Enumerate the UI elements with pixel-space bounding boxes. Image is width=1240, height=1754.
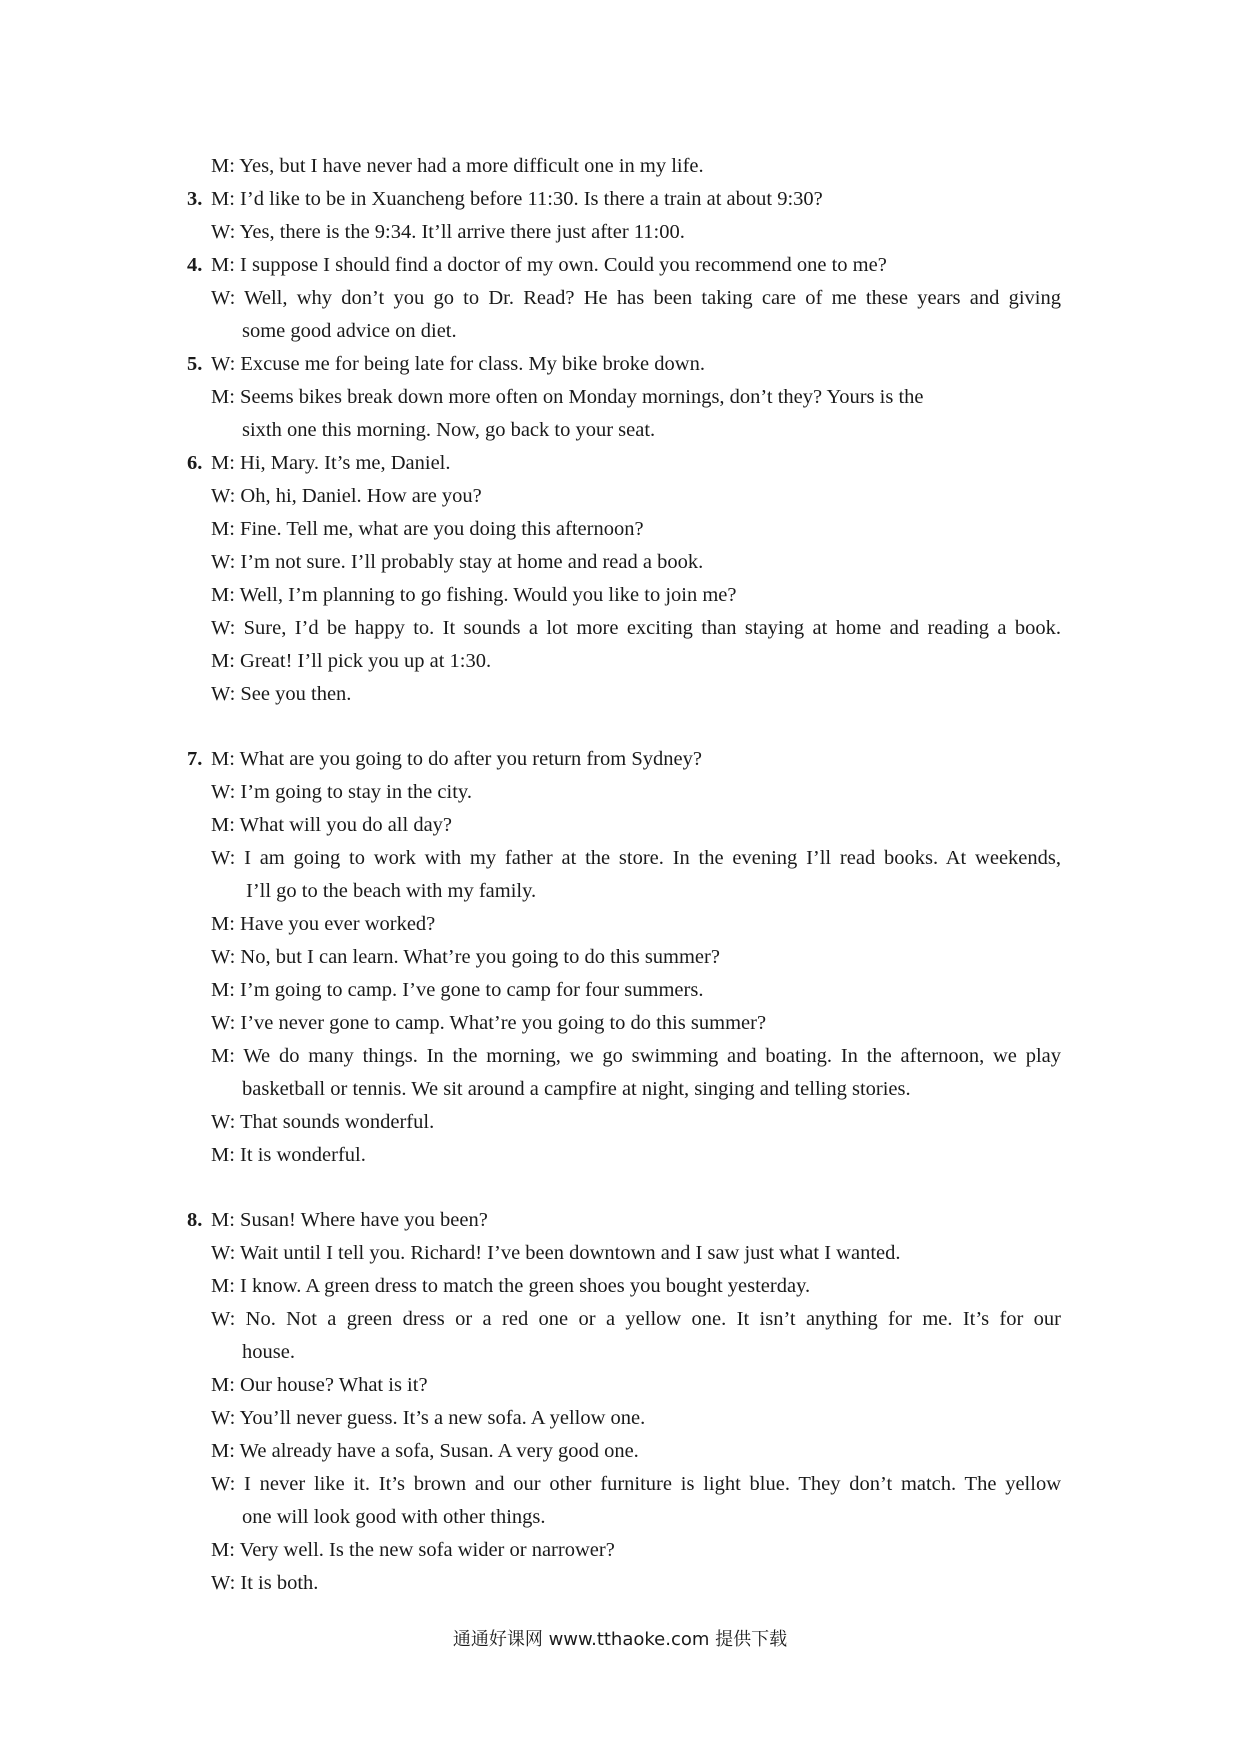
line-text: M: Great! I’ll pick you up at 1:30. xyxy=(211,650,492,672)
dialogue-line xyxy=(0,315,1240,348)
dialogue-line xyxy=(0,1106,1240,1139)
dialogue-line xyxy=(0,743,1240,776)
dialogue-line xyxy=(0,513,1240,546)
dialogue-line xyxy=(0,1303,1240,1336)
line-text: M: Susan! Where have you been? xyxy=(211,1209,488,1231)
item-number: 6. xyxy=(187,452,203,474)
line-text: I’ll go to the beach with my family. xyxy=(246,880,537,902)
dialogue-line xyxy=(0,1468,1240,1501)
dialogue-line xyxy=(0,612,1240,645)
dialogue-line xyxy=(0,809,1240,842)
line-text: W: Well, why don’t you go to Dr. Read? He has been taking care of me these years and giving xyxy=(211,287,1061,309)
dialogue-line xyxy=(0,1270,1240,1303)
line-text: W: I am going to work with my father at the store. In the evening I’ll read books. At weekends, xyxy=(211,847,1061,869)
line-text: some good advice on diet. xyxy=(242,320,457,342)
line-text: W: See you then. xyxy=(211,683,352,705)
dialogue-line xyxy=(0,974,1240,1007)
dialogue-line xyxy=(0,414,1240,447)
line-text: W: I never like it. It’s brown and our other furniture is light blue. They don’t match. The yellow xyxy=(211,1473,1061,1495)
dialogue-line xyxy=(0,1237,1240,1270)
line-text: M: I know. A green dress to match the green shoes you bought yesterday. xyxy=(211,1275,811,1297)
dialogue-line xyxy=(0,1435,1240,1468)
line-text: M: We already have a sofa, Susan. A very good one. xyxy=(211,1440,639,1462)
document-body xyxy=(0,150,1240,1600)
line-text: M: It is wonderful. xyxy=(211,1144,366,1166)
dialogue-line xyxy=(0,249,1240,282)
line-text: basketball or tennis. We sit around a campfire at night, singing and telling stories. xyxy=(242,1078,911,1100)
dialogue-line xyxy=(0,480,1240,513)
dialogue-line xyxy=(0,1534,1240,1567)
dialogue-line xyxy=(0,1369,1240,1402)
line-text: W: No, but I can learn. What’re you going to do this summer? xyxy=(211,946,720,968)
item-number: 4. xyxy=(187,254,203,276)
item-number: 8. xyxy=(187,1209,203,1231)
blank-line xyxy=(0,711,1240,743)
line-text: M: Fine. Tell me, what are you doing this afternoon? xyxy=(211,518,644,540)
dialogue-line xyxy=(0,381,1240,414)
line-text: sixth one this morning. Now, go back to your seat. xyxy=(242,419,656,441)
dialogue-line xyxy=(0,941,1240,974)
dialogue-line xyxy=(0,908,1240,941)
line-text: M: What are you going to do after you return from Sydney? xyxy=(211,748,702,770)
dialogue-line xyxy=(0,875,1240,908)
item-number: 7. xyxy=(187,748,203,770)
line-text: W: I’m not sure. I’ll probably stay at home and read a book. xyxy=(211,551,704,573)
dialogue-line xyxy=(0,1501,1240,1534)
line-text: M: Well, I’m planning to go fishing. Would you like to join me? xyxy=(211,584,737,606)
line-text: M: Hi, Mary. It’s me, Daniel. xyxy=(211,452,451,474)
dialogue-line xyxy=(0,1204,1240,1237)
dialogue-line xyxy=(0,1139,1240,1172)
dialogue-line xyxy=(0,348,1240,381)
item-number: 3. xyxy=(187,188,203,210)
dialogue-line xyxy=(0,1402,1240,1435)
line-text: M: I suppose I should find a doctor of my own. Could you recommend one to me? xyxy=(211,254,887,276)
dialogue-line xyxy=(0,546,1240,579)
line-text: M: What will you do all day? xyxy=(211,814,453,836)
line-text: house. xyxy=(242,1341,295,1363)
line-text: one will look good with other things. xyxy=(242,1506,546,1528)
line-text: W: I’m going to stay in the city. xyxy=(211,781,472,803)
line-text: M: We do many things. In the morning, we go swimming and boating. In the afternoon, we play xyxy=(211,1045,1061,1067)
line-text: M: I’d like to be in Xuancheng before 11:30. Is there a train at about 9:30? xyxy=(211,188,823,210)
line-text: W: That sounds wonderful. xyxy=(211,1111,435,1133)
dialogue-line xyxy=(0,1336,1240,1369)
dialogue-line xyxy=(0,645,1240,678)
dialogue-line xyxy=(0,1007,1240,1040)
line-text: M: Seems bikes break down more often on Monday mornings, don’t they? Yours is the xyxy=(211,386,924,408)
dialogue-line xyxy=(0,842,1240,875)
dialogue-line xyxy=(0,1073,1240,1106)
line-text: W: No. Not a green dress or a red one or a yellow one. It isn’t anything for me. It’s for our xyxy=(211,1308,1061,1330)
dialogue-line xyxy=(0,776,1240,809)
dialogue-line xyxy=(0,1567,1240,1600)
dialogue-line xyxy=(0,216,1240,249)
line-text: W: Sure, I’d be happy to. It sounds a lot more exciting than staying at home and reading a book. xyxy=(211,617,1061,639)
line-text: W: It is both. xyxy=(211,1572,319,1594)
line-text: W: Excuse me for being late for class. My bike broke down. xyxy=(211,353,705,375)
line-text: M: Yes, but I have never had a more difficult one in my life. xyxy=(211,155,704,177)
line-text: M: Very well. Is the new sofa wider or narrower? xyxy=(211,1539,615,1561)
line-text: W: Yes, there is the 9:34. It’ll arrive there just after 11:00. xyxy=(211,221,685,243)
dialogue-line xyxy=(0,447,1240,480)
page-footer: 通通好课网 www.tthaoke.com 提供下载 xyxy=(452,1629,788,1650)
line-text: M: Our house? What is it? xyxy=(211,1374,428,1396)
line-text: W: Wait until I tell you. Richard! I’ve been downtown and I saw just what I wanted. xyxy=(211,1242,901,1264)
dialogue-line xyxy=(0,183,1240,216)
dialogue-line xyxy=(0,678,1240,711)
line-text: M: I’m going to camp. I’ve gone to camp for four summers. xyxy=(211,979,704,1001)
dialogue-line xyxy=(0,1040,1240,1073)
dialogue-line xyxy=(0,150,1240,183)
line-text: W: Oh, hi, Daniel. How are you? xyxy=(211,485,482,507)
blank-line xyxy=(0,1172,1240,1204)
line-text: M: Have you ever worked? xyxy=(211,913,436,935)
item-number: 5. xyxy=(187,353,203,375)
line-text: W: I’ve never gone to camp. What’re you going to do this summer? xyxy=(211,1012,767,1034)
line-text: W: You’ll never guess. It’s a new sofa. A yellow one. xyxy=(211,1407,646,1429)
dialogue-line xyxy=(0,282,1240,315)
dialogue-line xyxy=(0,579,1240,612)
